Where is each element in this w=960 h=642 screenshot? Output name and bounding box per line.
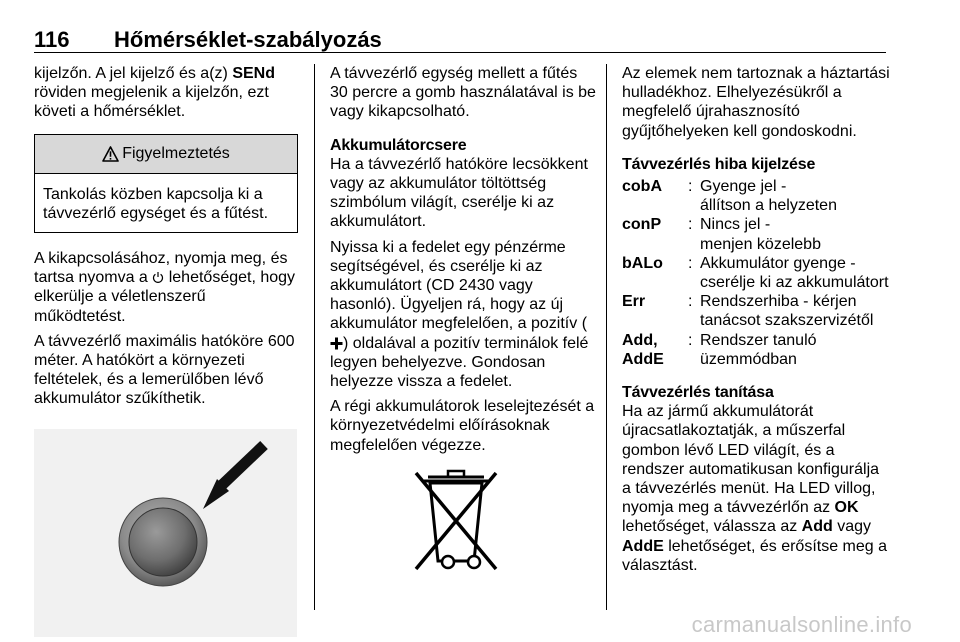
column-divider (314, 64, 315, 610)
error-description: Akkumulátor gyenge - cserélje ki az akkumulátort (700, 254, 889, 292)
column-divider (606, 64, 607, 610)
range-paragraph: A távvezérlő maximális hatóköre 600 méter. A hatókört a környezeti feltételek, és a lemerülőben lévő akkumulátor szűkíthetik. (34, 332, 295, 408)
errors-heading: Távvezérlés hiba kijelzése (622, 155, 816, 173)
warning-box (34, 134, 298, 233)
remote-button-photo (34, 429, 297, 637)
teach-heading: Távvezérlés tanítása (622, 384, 774, 402)
power-icon (152, 271, 164, 284)
error-code: bALo (622, 254, 663, 272)
error-code: cobA (622, 178, 662, 196)
warning-header (35, 135, 297, 174)
error-description: Rendszer tanuló üzemmódban (700, 331, 817, 368)
crossed-bin-icon (410, 469, 502, 573)
page-header (34, 22, 886, 53)
send-label: SENd (232, 65, 275, 82)
error-code: Err (622, 293, 646, 311)
replace-paragraph: Nyissa ki a fedelet egy pénzérme segítségével, és cserélje ki az akkumulátort (CD 2430 vagy hasonló). Ügyeljen rá, hogy az új akkumulátor megfelelően, a pozitív () oldalával a pozitív terminálok felé legyen behelyezve. Gondosan helyezze vissza a fedelet. (330, 238, 589, 391)
column-left (34, 64, 300, 637)
error-description: Gyenge jel - állítson a helyzeten (700, 178, 837, 215)
battery-heading: Akkumulátorcsere (330, 136, 467, 154)
page-title: Hőmérséklet-szabályozás (114, 27, 382, 52)
plus-icon (330, 337, 343, 350)
teach-paragraph: Ha az jármű akkumulátorát újracsatlakoztatják, a műszerfal gombon lévő LED világít, és a rendszer automatikusan konfigurálja a távvezérlés menüt. Ha LED villog, nyomja meg a távvezérlőn az OK lehetőséget, válassza az Add vagy AddE lehetőséget, és erősítse meg a választást. (622, 403, 888, 574)
warning-icon (102, 146, 119, 162)
weee-bin-symbol (410, 469, 598, 578)
column-right (622, 64, 892, 581)
error-codes-table (622, 177, 892, 369)
table-row: Err : Rendszerhiba - kérjen tanácsot szakszervizétől (622, 292, 892, 330)
error-code: Add, AddE (622, 331, 664, 368)
warning-title: Figyelmeztetés (122, 145, 230, 162)
table-row: Add, AddE : Rendszer tanuló üzemmódban (622, 331, 892, 369)
off-paragraph: A kikapcsolásához, nyomja meg, és tartsa nyomva a lehetőséget, hogy elkerülje a véletlenszerű működtetést. (34, 250, 296, 325)
button-paragraph: A távvezérlő egység mellett a fűtés 30 percre a gomb használatával is be vagy kikapcsolható. (330, 65, 596, 121)
table-row: conP : Nincs jel - menjen közelebb (622, 215, 892, 253)
disposal-paragraph: A régi akkumulátorok leselejtezését a környezetvédelmi előírásoknak megfelelően végezze. (330, 398, 595, 454)
table-row: bALo : Akkumulátor gyenge - cserélje ki az akkumulátort (622, 254, 892, 292)
watermark: carmanualsonline.info (691, 612, 912, 637)
column-middle (330, 64, 598, 578)
recycling-paragraph: Az elemek nem tartoznak a háztartási hulladékhoz. Elhelyezésükről a megfelelő újrahasznosító gyűjtőhelyeken kell gondoskodni. (622, 65, 890, 140)
intro-paragraph: kijelzőn. A jel kijelző és a(z) SENd röviden megjelenik a kijelzőn, ezt követi a hőmérséklet. (34, 65, 275, 121)
remote-button-illustration (34, 429, 297, 637)
error-code: conP (622, 216, 662, 234)
error-description: Nincs jel - menjen közelebb (700, 216, 821, 253)
table-row: cobA : Gyenge jel - állítson a helyzeten (622, 177, 892, 215)
error-description: Rendszerhiba - kérjen tanácsot szakszervizétől (700, 293, 874, 330)
warning-text: Tankolás közben kapcsolja ki a távvezérlő egységet és a fűtést. (43, 185, 269, 222)
page-number: 116 (34, 27, 70, 52)
battery-paragraph: Ha a távvezérlő hatóköre lecsökkent vagy az akkumulátor töltöttség szimbólum világít, cserélje ki az akkumulátort. (330, 155, 588, 231)
